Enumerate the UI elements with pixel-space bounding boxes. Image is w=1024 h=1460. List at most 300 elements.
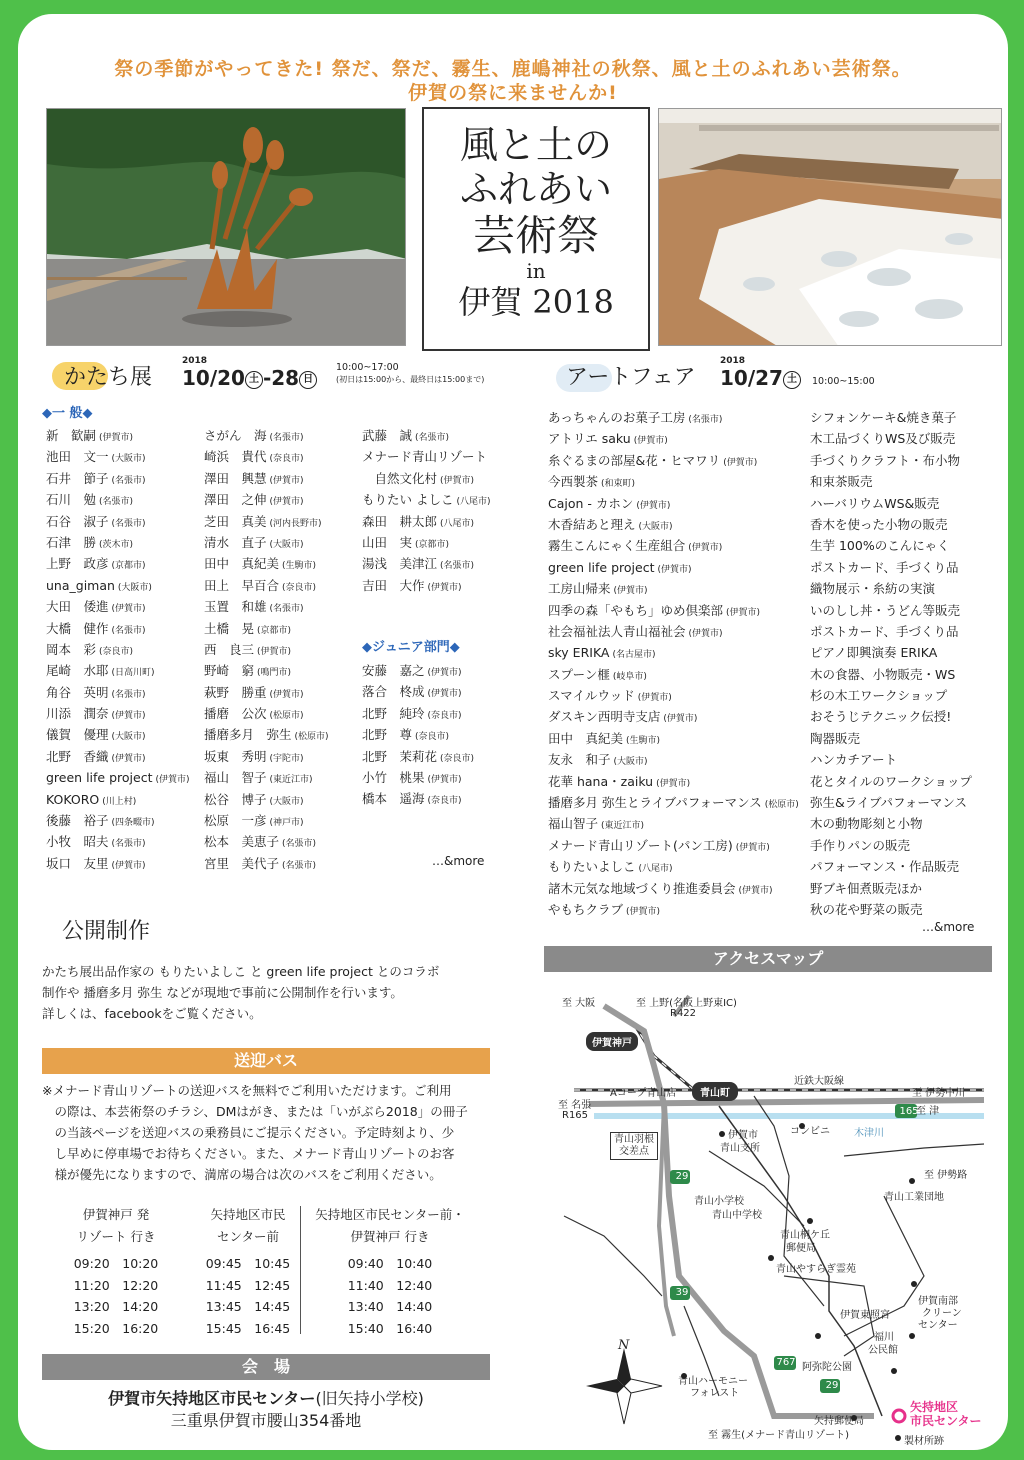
entry-name: 石谷 淑子: [46, 513, 109, 529]
day-badge: 土: [245, 371, 263, 389]
map-label: 至 霧生(メナード青山リゾート): [708, 1430, 849, 1441]
entry-name: あっちゃんのお菓子工房: [548, 410, 686, 425]
map-label: フォレスト: [690, 1388, 740, 1399]
entry-city: (岐阜市): [612, 671, 647, 682]
entry-name: 北野 尊: [362, 727, 413, 743]
map-label: 木津川: [854, 1128, 884, 1139]
entry-name: 石津 勝: [46, 534, 97, 550]
entry-city: (八尾市): [638, 864, 673, 875]
entry-name: スプーン榧: [548, 666, 610, 682]
entry-name: 坂東 秀明: [204, 748, 267, 764]
entry-name: 今西製茶: [548, 474, 599, 490]
entry-name: 角谷 英明: [46, 684, 109, 700]
list-item: [810, 514, 972, 535]
list-item: [46, 831, 190, 852]
list-item: [810, 535, 972, 556]
entry-name: 木の食器、小物販売・WS: [810, 666, 956, 682]
list-item: [810, 728, 972, 749]
map-label: 青山小学校: [694, 1196, 744, 1207]
bus-text-1: ※メナード青山リゾートの送迎バスを無料でご利用いただけます。ご利用: [42, 1083, 452, 1098]
list-item: [204, 511, 329, 532]
map-label: コンビニ: [790, 1126, 830, 1137]
bus-time-row: 11:45 12:45: [205, 1277, 291, 1293]
bus-table-1: 伊賀神戸 発 リゾート 行き 09:20 10:20 11:20 12:20 13:20 14:20 15:20 16:20: [56, 1204, 176, 1339]
entry-name: 杉の木工ワークショップ: [810, 688, 948, 704]
entry-name: ピアノ即興演奏 ERIKA: [810, 645, 938, 661]
entry-city: (名張市): [111, 689, 146, 700]
list-item: [810, 856, 972, 877]
map-label: 青山中学校: [712, 1210, 762, 1221]
map-label: R165: [562, 1110, 589, 1121]
entry-city: (松原市): [764, 800, 799, 811]
entry-name: 手づくりクラフト・布小物: [810, 452, 961, 468]
list-item: [362, 703, 474, 724]
entry-city: (名張市): [111, 839, 146, 850]
list-item: [362, 553, 491, 574]
entry-name: スマイルウッド: [548, 688, 635, 704]
entry-name: 玉置 和雄: [204, 599, 267, 615]
list-item: [46, 682, 190, 703]
list-item: [362, 724, 474, 745]
entry-city: (京都市): [415, 539, 450, 550]
entry-city: (大阪市): [117, 582, 152, 593]
list-item: [46, 596, 190, 617]
entry-name: 森田 耕太郎: [362, 513, 438, 529]
entry-city: (伊賀市): [657, 564, 692, 575]
entry-city: (京都市): [257, 625, 292, 636]
list-item: [46, 767, 190, 788]
list-item: [46, 489, 190, 510]
kokai-text-1: かたち展出品作家の もりたいよしこ と green life project とのコラボ: [42, 964, 440, 979]
list-item: [548, 835, 799, 856]
entry-city: (鳴門市): [257, 668, 292, 679]
map-label: 青山やすらぎ霊苑: [776, 1264, 856, 1275]
entry-name: una_giman: [46, 577, 115, 593]
map-label: 至 津: [916, 1106, 940, 1117]
entry-name: 糸ぐるまの部屋&花・ヒマワリ: [548, 452, 721, 468]
entry-city: (伊賀市): [155, 775, 190, 786]
entry-name: 尾崎 水耶: [46, 663, 109, 679]
entry-name: 友永 和子: [548, 752, 611, 768]
entry-city: (名張市): [111, 518, 146, 529]
entry-name: 秋の花や野菜の販売: [810, 901, 923, 917]
entry-city: (四条畷市): [111, 818, 155, 829]
route-badge: 29: [825, 1380, 839, 1391]
list-item: [548, 450, 799, 471]
list-item: [548, 514, 799, 535]
entry-city: (名古屋市): [612, 650, 656, 661]
route-badge: 165: [899, 1106, 919, 1117]
entry-name: 西 良三: [204, 641, 255, 657]
entry-city: (奈良市): [415, 732, 450, 743]
entry-name: 芝田 真美: [204, 513, 267, 529]
entry-name: 田中 真紀美: [204, 556, 280, 572]
map-label: センター: [918, 1320, 958, 1331]
entry-city: (奈良市): [427, 796, 462, 807]
entry-name: 大田 倭進: [46, 599, 109, 615]
list-item: [548, 664, 799, 685]
entry-city: (神戸市): [269, 818, 304, 829]
entry-city: (名張市): [111, 625, 146, 636]
venue-name: 伊賀市矢持地区市民センター(旧矢持小学校): [108, 1389, 424, 1408]
entry-name: 大橋 健作: [46, 620, 109, 636]
list-item: [46, 703, 190, 724]
entry-city: (東近江市): [601, 821, 645, 832]
entry-city: (東近江市): [269, 775, 313, 786]
list-item: [810, 407, 972, 428]
entry-city: (伊賀市): [637, 693, 672, 704]
entry-name: Cajon - カホン: [548, 495, 634, 511]
entry-name: 崎浜 貴代: [204, 449, 267, 465]
map-label: 阿弥陀公園: [802, 1362, 852, 1373]
list-item: [810, 471, 972, 492]
bus-time-row: 11:20 12:20: [73, 1277, 159, 1293]
list-item: [810, 706, 972, 727]
list-item: [204, 553, 329, 574]
entry-name: 香木を使った小物の販売: [810, 516, 948, 532]
list-item: [362, 681, 474, 702]
bus-time-row: 15:20 16:20: [73, 1320, 159, 1336]
list-item: [362, 425, 491, 446]
list-item: [46, 660, 190, 681]
flyer: [18, 14, 1008, 1450]
entry-city: (大阪市): [269, 539, 304, 550]
list-item: [810, 450, 972, 471]
entry-name: 花とタイルのワークショップ: [810, 773, 973, 789]
entry-name: 落合 柊成: [362, 684, 425, 700]
hane-intersection: 青山羽根 交差点: [610, 1132, 658, 1160]
list-item: [204, 618, 329, 639]
bus-time-row: 13:45 14:45: [205, 1299, 291, 1314]
entry-name: 清水 直子: [204, 534, 267, 550]
list-item: [810, 642, 972, 663]
art-year: 2018: [720, 356, 746, 366]
entry-city: (伊賀市): [626, 906, 661, 917]
list-item: [548, 600, 799, 621]
entry-name: 坂口 友里: [46, 855, 109, 871]
katachi-title: かたち展: [64, 365, 153, 390]
list-item: [204, 703, 329, 724]
entry-name: green life project: [46, 770, 153, 786]
entry-city: (河内長野市): [269, 518, 322, 529]
map-label: 公民館: [868, 1345, 898, 1356]
title-line1: 風と土の: [459, 123, 612, 167]
bus-text-4: し早めに停車場でお待ちください。また、メナード青山リゾートのお客: [42, 1146, 455, 1161]
entry-city: (奈良市): [427, 710, 462, 721]
entry-name: 石川 勉: [46, 492, 97, 508]
map-label: 近鉄大阪線: [794, 1076, 844, 1087]
entry-city: (日高川町): [111, 668, 155, 679]
list-item: [362, 660, 474, 681]
entry-name: 橋本 遥海: [362, 791, 425, 807]
entry-city: (大阪市): [111, 732, 146, 743]
entry-name: ハンカチアート: [810, 752, 898, 768]
entry-name: ハーバリウムWS&販売: [810, 495, 940, 511]
list-item: [204, 532, 329, 553]
entry-city: (伊賀市): [111, 753, 146, 764]
entry-city: (伊賀市): [440, 475, 475, 486]
entry-city: (伊賀市): [269, 497, 304, 508]
list-item: [810, 813, 972, 834]
entry-name: 小竹 桃果: [362, 769, 425, 785]
list-item: [362, 575, 491, 596]
title-line5: 伊賀 2018: [458, 283, 614, 321]
list-item: [46, 575, 190, 596]
list-item: [204, 810, 329, 831]
list-item: [548, 471, 799, 492]
map-label: 伊賀東照宮: [840, 1310, 890, 1321]
bus-table-3: 矢持地区市民センター前・ 伊賀神戸 行き 09:40 10:40 11:40 12:40 13:40 14:40 15:40 16:40: [302, 1204, 478, 1339]
entry-name: 北野 純玲: [362, 705, 425, 721]
entry-city: (名張市): [282, 860, 317, 871]
entry-city: (伊賀市): [257, 646, 292, 657]
entry-name: やもちクラブ: [548, 901, 624, 917]
list-item: [46, 468, 190, 489]
entry-name: 土橋 晃: [204, 620, 255, 636]
entry-city: (生駒市): [282, 561, 317, 572]
access-map: [544, 976, 992, 1447]
list-item: [204, 596, 329, 617]
list-item: [204, 468, 329, 489]
bus-banner: 送迎バス: [42, 1048, 490, 1074]
sculpture-photo: [46, 108, 406, 346]
entry-city: (伊賀市): [688, 628, 723, 639]
map-banner: アクセスマップ: [544, 946, 992, 972]
list-item: [810, 578, 972, 599]
art-title: アートフェア: [566, 365, 696, 390]
entry-city: (伊賀市): [111, 860, 146, 871]
list-item: [810, 685, 972, 706]
route-badge: 767: [776, 1357, 796, 1368]
entry-city: (伊賀市): [663, 714, 698, 725]
list-item: [362, 788, 474, 809]
entry-name: 陶器販売: [810, 730, 861, 746]
entry-name: 社会福祉法人青山福祉会: [548, 623, 686, 639]
entry-name: 澤田 之伸: [204, 492, 267, 508]
list-item: [548, 493, 799, 514]
entry-name: 湯浅 美津江: [362, 556, 438, 572]
map-label: 至 上野(名阪上野東IC): [636, 998, 737, 1009]
list-item: [810, 835, 972, 856]
day-badge: 土: [783, 371, 801, 389]
bus-divider: [300, 1206, 301, 1334]
map-label: 青山ハーモニー: [678, 1376, 748, 1387]
entry-name: メナード青山リゾート: [362, 449, 488, 465]
map-label: 至 名張: [558, 1100, 592, 1111]
list-item: [204, 489, 329, 510]
bus-text-2: の際は、本芸術祭のチラシ、DMはがき、または「いがぶら2018」の冊子: [42, 1104, 468, 1119]
list-item: [204, 425, 329, 446]
entry-city: (伊賀市): [723, 457, 758, 468]
entry-name: 萩野 勝重: [204, 684, 267, 700]
entry-name: 上野 政彦: [46, 556, 109, 572]
map-label: 青山支所: [720, 1143, 760, 1154]
entry-city: (奈良市): [440, 753, 475, 764]
entry-city: (伊賀市): [111, 604, 146, 615]
entry-city: (伊賀市): [656, 778, 691, 789]
entry-name: green life project: [548, 559, 655, 575]
list-item: [362, 746, 474, 767]
list-item: [548, 749, 799, 770]
entry-city: (生駒市): [626, 735, 661, 746]
entry-name: KOKORO: [46, 791, 100, 807]
list-item: [548, 878, 799, 899]
entry-city: (八尾市): [456, 497, 491, 508]
entry-city: (名張市): [99, 497, 134, 508]
bus-time-row: 09:20 10:20: [73, 1256, 159, 1271]
entry-city: (奈良市): [282, 582, 317, 593]
entry-name: 野ブキ佃煮販売ほか: [810, 880, 923, 896]
entry-city: (松原市): [269, 711, 304, 722]
entry-name: 手作りパンの販売: [810, 837, 911, 853]
list-item: [46, 446, 190, 467]
entry-name: 新 歓嗣: [46, 428, 97, 443]
entry-city: (松原市): [294, 732, 329, 743]
entry-city: (茨木市): [99, 539, 134, 550]
entry-name: 木工品づくりWS及び販売: [810, 431, 956, 447]
list-item: [810, 792, 972, 813]
bus-time-row: 15:40 16:40: [347, 1320, 433, 1336]
list-item: [204, 682, 329, 703]
list-item: [810, 899, 972, 920]
entry-name: 諸木元気な地域づくり推進委員会: [548, 880, 736, 896]
entry-name: 四季の森「やもち」ゆめ倶楽部: [548, 602, 724, 618]
festival-title-box: [422, 107, 650, 351]
list-item: [810, 428, 972, 449]
entry-name: 播磨 公次: [204, 706, 267, 722]
entry-city: (名張市): [415, 433, 450, 443]
entry-name: 川添 潤奈: [46, 706, 109, 722]
entry-city: (伊賀市): [735, 842, 770, 853]
list-item: [548, 578, 799, 599]
list-item: [362, 468, 491, 489]
entry-name: 野崎 窮: [204, 663, 255, 679]
entry-name: 福山 智子: [204, 770, 267, 786]
art-vendor-list: [548, 407, 799, 920]
entry-name: 田中 真紀美: [548, 730, 624, 746]
map-label: 伊賀市: [728, 1130, 758, 1141]
entry-city: (大阪市): [638, 521, 673, 532]
entry-city: (伊賀市): [427, 774, 462, 785]
list-item: [810, 600, 972, 621]
entry-city: (伊賀市): [688, 543, 723, 554]
entry-city: (名張市): [111, 475, 146, 486]
entry-name: 北野 茉莉花: [362, 748, 438, 764]
list-item: [46, 511, 190, 532]
entry-city: (和束町): [601, 479, 636, 490]
junior-list: [362, 660, 474, 810]
katachi-hours: 10:00~17:00: [336, 362, 399, 373]
entry-name: 松本 美恵子: [204, 834, 280, 850]
entry-name: パフォーマンス・作品販売: [810, 859, 960, 875]
title-line2: ふれあい: [459, 167, 612, 211]
day-badge: 日: [299, 371, 317, 389]
entry-name: 安藤 嘉之: [362, 663, 425, 678]
headline-line2: 伊賀の祭に来ませんか!: [408, 82, 618, 104]
entry-name: 生芋 100%のこんにゃく: [810, 538, 950, 554]
entry-name: ダスキン西明寺支店: [548, 709, 661, 725]
katachi-col3: [362, 425, 491, 596]
headline-line1: 祭の季節がやってきた! 祭だ、祭だ、霧生、鹿嶋神社の秋祭、風と土のふれあい芸術祭。: [114, 58, 912, 80]
list-item: [46, 425, 190, 446]
entry-name: 木の動物彫刻と小物: [810, 816, 923, 832]
list-item: [46, 532, 190, 553]
katachi-year: 2018: [182, 356, 208, 366]
entry-city: (名張市): [269, 433, 304, 443]
list-item: [362, 489, 491, 510]
katachi-dates: 10/20 土 -28 日: [182, 366, 317, 390]
entry-name: 後藤 裕子: [46, 813, 109, 829]
list-item: [204, 831, 329, 852]
installation-photo: [658, 108, 1002, 346]
entry-name: 田上 早百合: [204, 577, 280, 593]
list-item: [810, 749, 972, 770]
bus-text-3: の当該ページを送迎バスの乗務員にご提示ください。予定時刻より、少: [42, 1125, 455, 1140]
list-item: [548, 535, 799, 556]
entry-city: (大阪市): [111, 454, 146, 465]
list-item: [204, 575, 329, 596]
entry-city: (伊賀市): [726, 607, 761, 618]
entry-city: (伊賀市): [427, 582, 462, 593]
map-label: 青山工業団地: [884, 1192, 944, 1203]
list-item: [810, 771, 972, 792]
entry-name: 弥生&ライブパフォーマンス: [810, 795, 967, 811]
entry-name: 和束茶販売: [810, 474, 873, 490]
entry-name: さがん 海: [204, 428, 267, 443]
art-hours: 10:00~15:00: [812, 376, 875, 387]
list-item: [46, 724, 190, 745]
list-item: [810, 621, 972, 642]
entry-name: 小牧 昭夫: [46, 834, 109, 850]
art-date: 10/27 土: [720, 366, 801, 390]
entry-name: 霧生こんにゃく生産組合: [548, 538, 686, 554]
list-item: [362, 767, 474, 788]
entry-name: 自然文化村: [362, 470, 438, 486]
entry-name: メナード青山リゾート(パン工房): [548, 837, 733, 853]
list-item: [204, 724, 329, 745]
list-item: [548, 407, 799, 428]
kokai-title: 公開制作: [62, 919, 151, 944]
list-item: [548, 813, 799, 834]
entry-name: 花華 hana・zaiku: [548, 773, 654, 789]
map-label: クリーン: [922, 1308, 962, 1319]
venue-banner: 会 場: [42, 1354, 490, 1380]
list-item: [548, 771, 799, 792]
list-item: [46, 810, 190, 831]
entry-name: 北野 香織: [46, 748, 109, 764]
list-item: [46, 639, 190, 660]
entry-name: ポストカード、手づくり品: [810, 623, 959, 639]
bus-time-row: 11:40 12:40: [347, 1277, 433, 1293]
katachi-note: (初日は15:00から、最終日は15:00まで): [336, 375, 485, 384]
list-item: [548, 856, 799, 877]
entry-name: 武藤 誠: [362, 428, 413, 443]
list-item: [46, 618, 190, 639]
entry-name: 織物展示・糸紡の実演: [810, 581, 936, 597]
entry-city: (伊賀市): [427, 689, 462, 700]
list-item: [548, 899, 799, 920]
entry-city: (大阪市): [269, 796, 304, 807]
entry-city: (伊賀市): [111, 711, 146, 722]
entry-city: (宇陀市): [269, 753, 304, 764]
list-item: [46, 853, 190, 874]
title-line3: 芸術祭: [472, 211, 599, 260]
list-item: [204, 446, 329, 467]
list-item: [548, 728, 799, 749]
bus-time-row: 09:45 10:45: [205, 1256, 291, 1271]
entry-city: (名張市): [440, 561, 475, 572]
entry-name: いのしし丼・うどん等販売: [810, 602, 961, 618]
